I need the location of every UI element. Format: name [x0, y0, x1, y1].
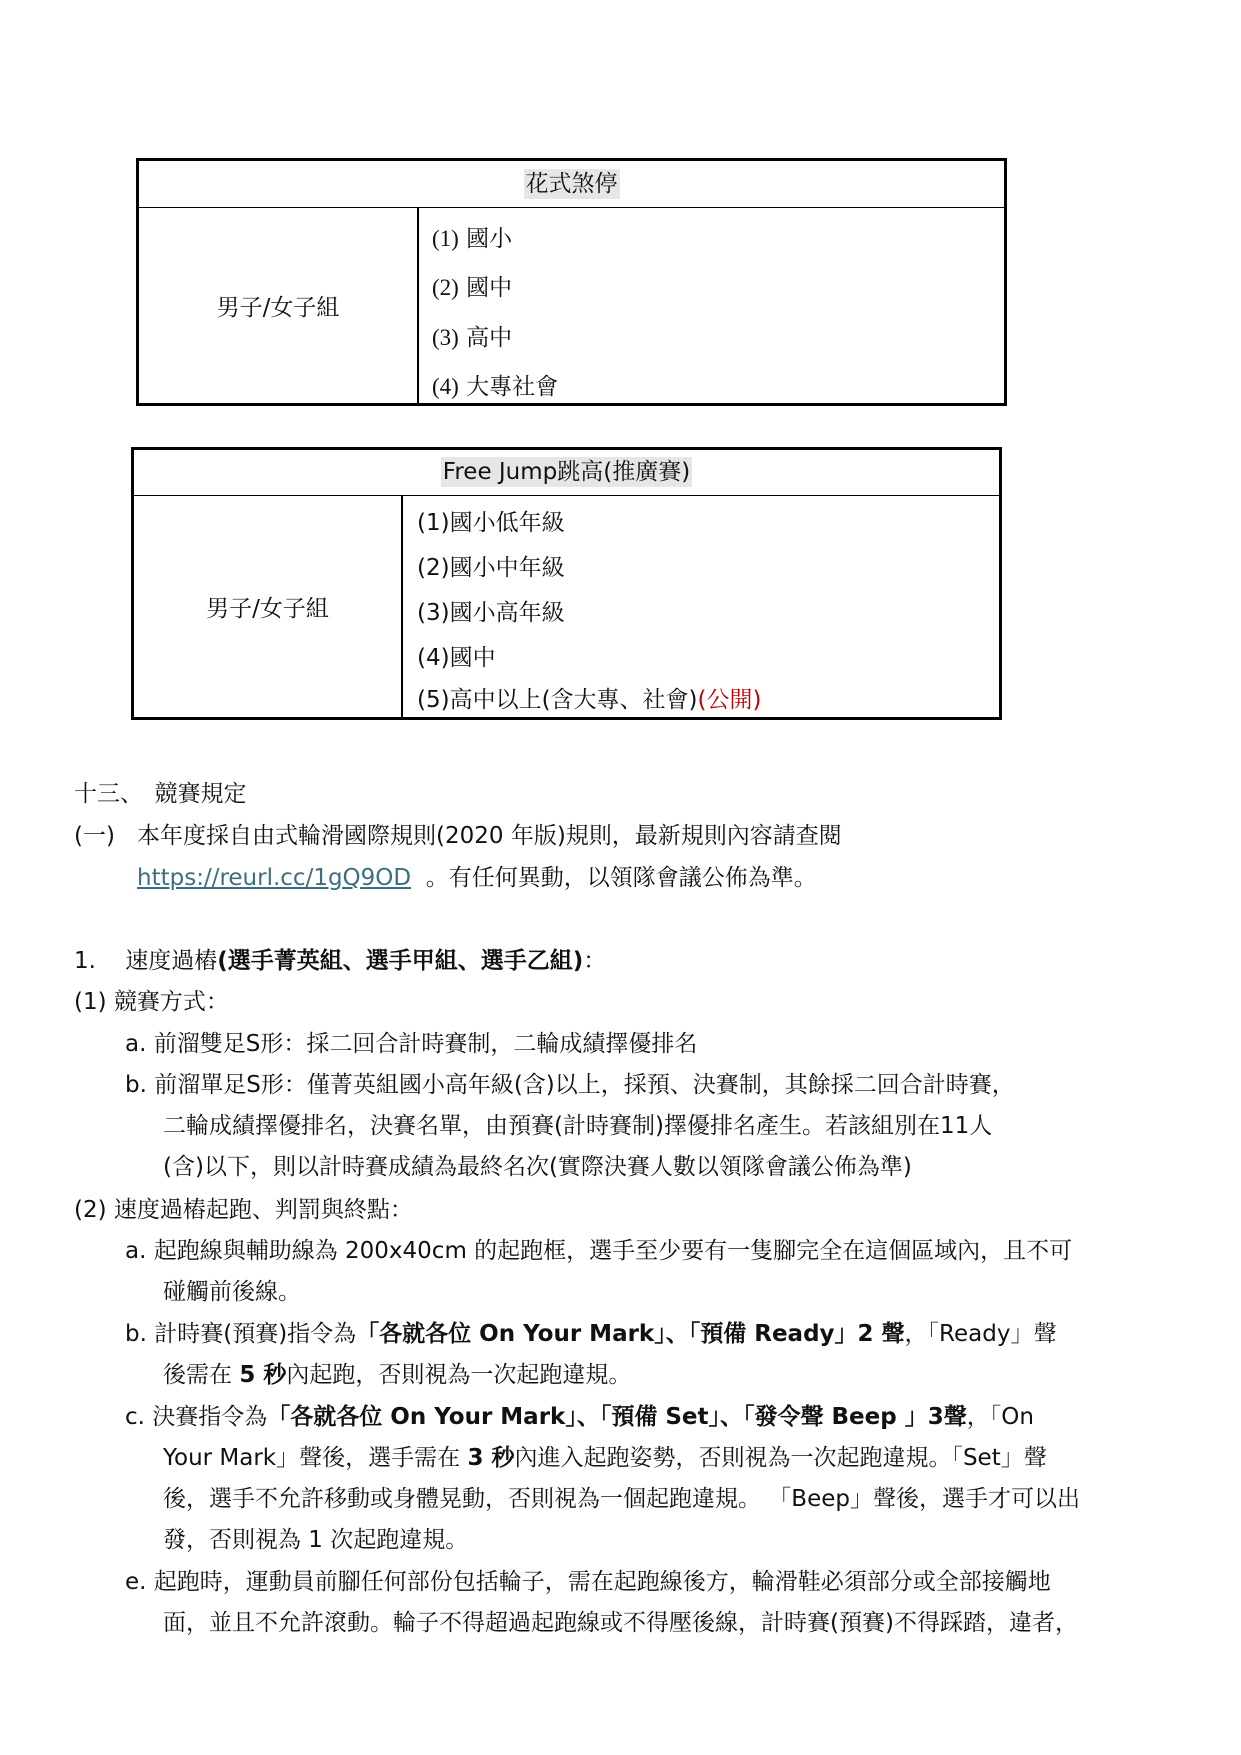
clause-text: 本年度採自由式輪滑國際規則(2020 年版)規則，最新規則內容請查閱 [137, 823, 842, 849]
group-cell [134, 496, 403, 717]
level-item: (4) 大專社會 [432, 374, 559, 400]
public-tag: (公開) [697, 687, 762, 713]
level-item: (2)國小中年級 [417, 555, 565, 581]
rules-line: https://reurl.cc/1gQ9OD 。有任何異動，以領隊會議公佈為準。 [137, 865, 817, 891]
rule-item-cont: 面，並且不允許滾動。輪子不得超過起跑線或不得壓後線，計時賽(預賽)不得踩踏，違者， [163, 1610, 1078, 1636]
rule-item: c. 決賽指令為「各就各位 On Your Mark」、「預備 Set」、「發令聲 Beep 」3聲，「On [125, 1404, 1034, 1430]
rule-item-cont: 碰觸前後線。 [163, 1279, 301, 1305]
levels-cell [404, 496, 999, 717]
clause-prefix: (一) [74, 823, 115, 849]
level-item: (2) 國中 [432, 275, 513, 301]
table-title: Free Jump跳高(推廣賽) [442, 459, 691, 485]
group-label: 男子/女子組 [216, 295, 340, 321]
rules-link[interactable]: https://reurl.cc/1gQ9OD [137, 865, 412, 891]
level-item: (3) 高中 [432, 325, 513, 351]
level-item: (4)國中 [417, 645, 496, 671]
subheading-start: (2) 速度過樁起跑、判罰與終點： [74, 1197, 413, 1223]
rule-item-cont: 後，選手不允許移動或身體晃動，否則視為一個起跑違規。 「Beep」聲後，選手才可以出 [163, 1486, 1080, 1512]
rule-item: a. 前溜雙足S形：採二回合計時賽制，二輪成績擇優排名 [125, 1031, 698, 1057]
table-header [139, 161, 1004, 208]
subheading-format: (1) 競賽方式： [74, 989, 229, 1015]
table-title: 花式煞停 [525, 171, 618, 197]
levels-cell [420, 208, 1004, 403]
group-cell [139, 208, 419, 403]
rule-item-cont: Your Mark」聲後，選手需在 3 秒內進入起跑姿勢，否則視為一次起跑違規。「Set」聲 [163, 1445, 1047, 1471]
rule-item-cont: 後需在 5 秒內起跑，否則視為一次起跑違規。 [163, 1362, 632, 1388]
rule-item: a. 起跑線與輔助線為 200x40cm 的起跑框，選手至少要有一隻腳完全在這個區域內，且不可 [125, 1238, 1073, 1264]
rule-item-cont: (含)以下，則以計時賽成績為最終名次(實際決賽人數以領隊會議公佈為準) [163, 1154, 912, 1180]
level-item: (5)高中以上(含大專、社會)(公開) [417, 687, 762, 713]
rule-item-cont: 二輪成績擇優排名，決賽名單，由預賽(計時賽制)擇優排名產生。若該組別在11人 [163, 1113, 993, 1139]
table-fancy-braking [136, 158, 1007, 406]
group-label: 男子/女子組 [206, 596, 329, 622]
level-item: (3)國小高年級 [417, 600, 565, 626]
rule-item-cont: 發，否則視為 1 次起跑違規。 [163, 1527, 469, 1553]
rule-item: b. 前溜單足S形：僅菁英組國小高年級(含)以上，採預、決賽制，其餘採二回合計時賽， [125, 1072, 1015, 1098]
section-title: 十三、 競賽規定 [74, 781, 247, 807]
level-item: (1) 國小 [432, 226, 513, 252]
rule-item: b. 計時賽(預賽)指令為「各就各位 On Your Mark」、「預備 Ready」2 聲，「Ready」聲 [125, 1321, 1057, 1347]
table-free-jump [131, 447, 1002, 720]
rule-item: e. 起跑時，運動員前腳任何部份包括輪子，需在起跑線後方，輪滑鞋必須部分或全部接觸地 [125, 1569, 1051, 1595]
heading-speed-slalom: 1. 速度過樁(選手菁英組、選手甲組、選手乙組)： [74, 948, 607, 974]
table-header [134, 450, 999, 496]
level-item: (1)國小低年級 [417, 510, 565, 536]
